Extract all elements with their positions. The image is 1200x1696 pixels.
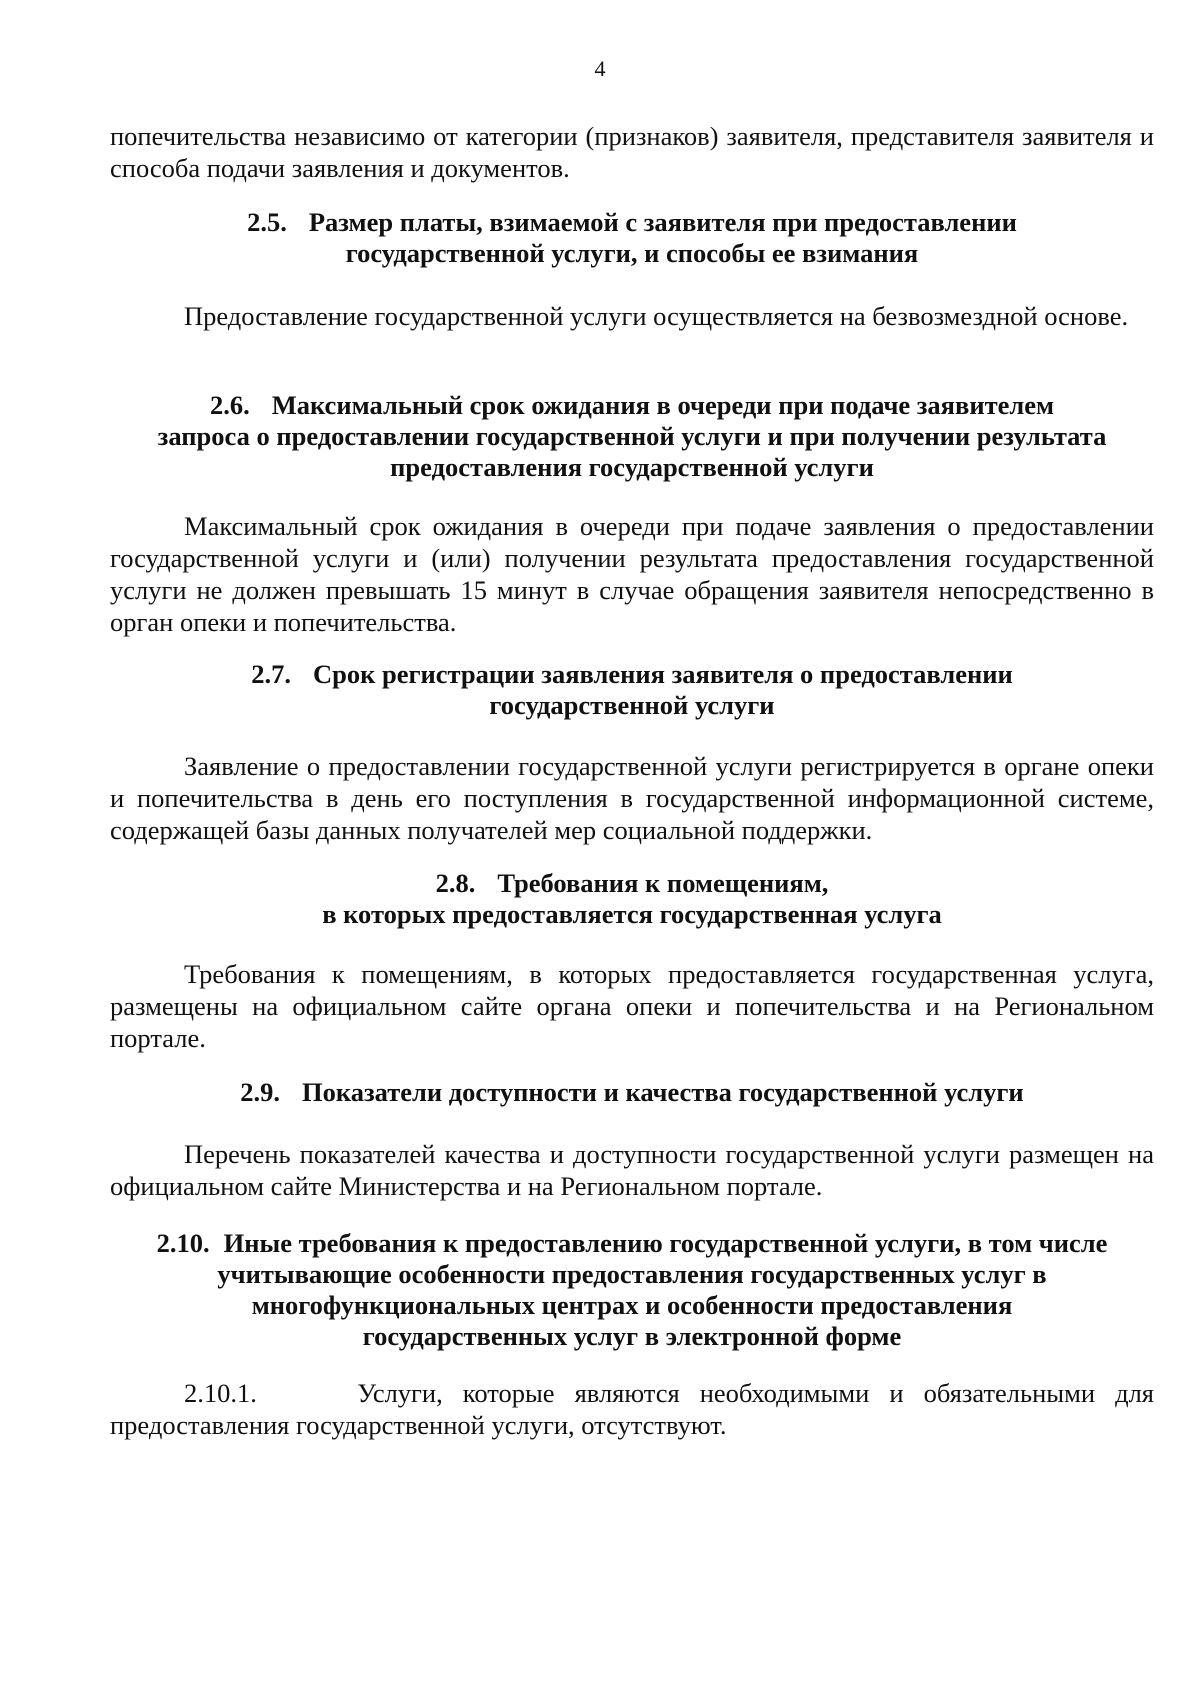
section-2-6-heading: [110, 390, 1154, 483]
intro-paragraph: попечительства независимо от категории (признаков) заявителя, представителя заявителя и способа подачи заявления и документов.: [110, 121, 1154, 183]
section-2-5-title-line2: государственной услуги, и способы ее взимания: [345, 238, 919, 268]
section-2-10-1-number: 2.10.1.: [184, 1378, 257, 1408]
section-2-5-body: [110, 300, 1154, 332]
section-2-7-number: 2.7.: [251, 659, 291, 689]
section-2-7-paragraph: Заявление о предоставлении государственной услуги регистрируется в органе опеки и попечительства в день его поступления в государственной информационной системе, содержащей базы данных получателей мер социальной поддержки.: [110, 751, 1154, 845]
section-2-8-body: [110, 958, 1154, 1054]
section-2-5-title-line1: Размер платы, взимаемой с заявителя при предоставлении: [308, 207, 1017, 237]
section-2-9-heading: [110, 1077, 1154, 1108]
section-2-5-number: 2.5.: [247, 207, 287, 237]
section-2-10-title-line1: Иные требования к предоставлению государственной услуги, в том числе: [223, 1228, 1108, 1258]
section-2-10-1-body: [110, 1377, 1154, 1441]
section-2-10: [110, 1228, 1154, 1352]
section-2-9-title-line1: Показатели доступности и качества государственной услуги: [302, 1077, 1024, 1107]
section-2-8-title-line1: Требования к помещениям,: [497, 868, 829, 898]
section-2-10-number: 2.10.: [156, 1228, 210, 1258]
section-2-6-number: 2.6.: [209, 390, 250, 420]
section-2-10-heading: [110, 1228, 1154, 1352]
section-2-6-paragraph: Максимальный срок ожидания в очереди при подаче заявления о предоставлении государственной услуги и (или) получении результата предоставления государственной услуги не должен превышать 15 минут в случае обращения заявителя непосредственно в орган опеки и попечительства.: [110, 511, 1154, 637]
section-2-6-body: [110, 510, 1154, 638]
section-2-8-number: 2.8.: [435, 868, 476, 898]
section-2-5-paragraph: Предоставление государственной услуги осуществляется на безвозмездной основе.: [184, 301, 1129, 331]
section-2-9-body: [110, 1138, 1154, 1202]
page-number: 4: [594, 56, 606, 81]
section-2-10-title-line4: государственных услуг в электронной форме: [362, 1321, 902, 1351]
section-2-9-number: 2.9.: [240, 1077, 281, 1107]
section-2-6: [110, 390, 1154, 483]
section-2-8-paragraph: Требования к помещениям, в которых предоставляется государственная услуга, размещены на официальном сайте органа опеки и попечительства и на Региональном портале.: [110, 959, 1154, 1053]
section-2-6-title-line2: запроса о предоставлении государственной услуги и при получении результата: [157, 421, 1107, 451]
section-2-9: [110, 1077, 1154, 1108]
section-2-8: [110, 868, 1154, 930]
section-2-10-1-paragraph: [110, 1377, 1154, 1441]
section-2-10-1-text: Услуги, которые являются необходимыми и обязательными для предоставления государственной услуги, отсутствуют.: [110, 1378, 1154, 1440]
section-2-6-title-line1: Максимальный срок ожидания в очереди при подаче заявителем: [271, 390, 1055, 420]
intro-section: [110, 120, 1154, 184]
section-2-8-title-line2: в которых предоставляется государственная услуга: [322, 899, 942, 929]
section-2-7: [110, 659, 1154, 721]
section-2-7-heading: [110, 659, 1154, 721]
section-2-7-title-line1: Срок регистрации заявления заявителя о предоставлении: [312, 659, 1013, 689]
section-2-8-heading: [110, 868, 1154, 930]
section-2-5: [110, 207, 1154, 269]
section-2-9-paragraph: Перечень показателей качества и доступности государственной услуги размещен на официальном сайте Министерства и на Региональном портале.: [110, 1139, 1154, 1201]
section-2-7-body: [110, 750, 1154, 846]
section-2-5-heading: [110, 207, 1154, 269]
section-2-6-title-line3: предоставления государственной услуги: [390, 452, 874, 482]
section-2-10-title-line3: многофункциональных центрах и особенности предоставления: [251, 1290, 1013, 1320]
section-2-7-title-line2: государственной услуги: [489, 690, 775, 720]
section-2-10-title-line2: учитывающие особенности предоставления государственных услуг в: [217, 1259, 1047, 1289]
